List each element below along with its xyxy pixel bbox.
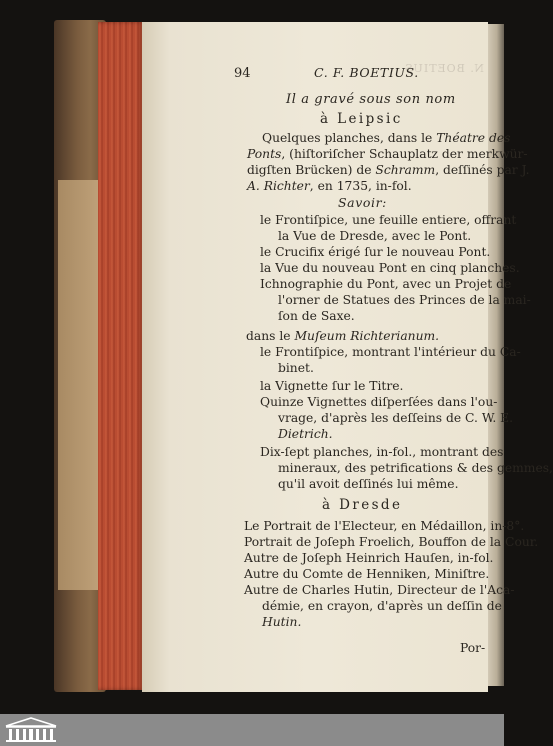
list-item: Le Portrait de l'Electeur, en Médaillon, in-8°. bbox=[244, 519, 525, 533]
show-through-text: N. BOETIUS. bbox=[400, 62, 484, 75]
cover-pastedown bbox=[58, 180, 102, 590]
text-line: digſten Brücken) de Schramm, deſſinés par J. bbox=[247, 163, 530, 177]
list-item: la Vue de Dresde, avec le Pont. bbox=[278, 229, 472, 243]
museum-line: dans le Muſeum Richterianum. bbox=[246, 329, 440, 343]
page-edges-red bbox=[98, 22, 144, 690]
list-item: Dietrich. bbox=[278, 427, 333, 441]
list-item: le Crucifix érigé ſur le nouveau Pont. bbox=[260, 245, 491, 259]
text-line: Quelques planches, dans le Théatre des bbox=[262, 131, 511, 145]
list-item: binet. bbox=[278, 361, 314, 375]
viewer-footer-bar bbox=[0, 714, 504, 746]
book-page bbox=[142, 22, 553, 692]
running-head: C. F. BOETIUS. bbox=[314, 65, 419, 80]
library-building-icon bbox=[2, 716, 60, 744]
list-item: Autre du Comte de Henniken, Miniſtre. bbox=[244, 567, 490, 581]
text-line: Ponts, (hiſtoriſcher Schauplatz der merkwür- bbox=[247, 147, 528, 161]
section-heading: Il a gravé sous son nom bbox=[286, 92, 456, 107]
list-item: la Vignette ſur le Titre. bbox=[260, 379, 404, 393]
list-item: vrage, d'après les deſſeins de C. W. E. bbox=[278, 411, 514, 425]
list-item: ſon de Saxe. bbox=[278, 309, 355, 323]
list-item: la Vue du nouveau Pont en cinq planches. bbox=[260, 261, 520, 275]
list-item: l'orner de Statues des Princes de la mai- bbox=[278, 293, 531, 307]
list-item: Portrait de Joſeph Froelich, Bouffon de la Cour. bbox=[244, 535, 539, 549]
list-item: Hutin. bbox=[262, 615, 302, 629]
list-item: qu'il avoit deſſinés lui même. bbox=[278, 477, 459, 491]
list-item: démie, en crayon, d'après un deſſin de bbox=[262, 599, 502, 613]
list-item: le Frontiſpice, montrant l'intérieur du Ca- bbox=[260, 345, 521, 359]
catchword: Por- bbox=[460, 641, 486, 655]
text-line: A. Richter, en 1735, in-fol. bbox=[247, 179, 412, 193]
list-item: Quinze Vignettes diſperſées dans l'ou- bbox=[260, 395, 498, 409]
list-item: Autre de Joſeph Heinrich Hauſen, in-fol. bbox=[244, 551, 494, 565]
list-item: Ichnographie du Pont, avec un Projet de bbox=[260, 277, 512, 291]
list-item: le Frontiſpice, une feuille entiere, offrant bbox=[260, 213, 517, 227]
list-item: mineraux, des petrifications & des gemmes, bbox=[278, 461, 553, 475]
savoir-label: Savoir: bbox=[338, 195, 387, 210]
city-heading-leipsic: à Leipsic bbox=[320, 111, 403, 127]
list-item: Autre de Charles Hutin, Directeur de l'Aca- bbox=[244, 583, 515, 597]
list-item: Dix-ſept planches, in-fol., montrant des bbox=[260, 445, 504, 459]
city-heading-dresde: à Dresde bbox=[322, 497, 403, 513]
page-number: 94 bbox=[234, 66, 251, 81]
